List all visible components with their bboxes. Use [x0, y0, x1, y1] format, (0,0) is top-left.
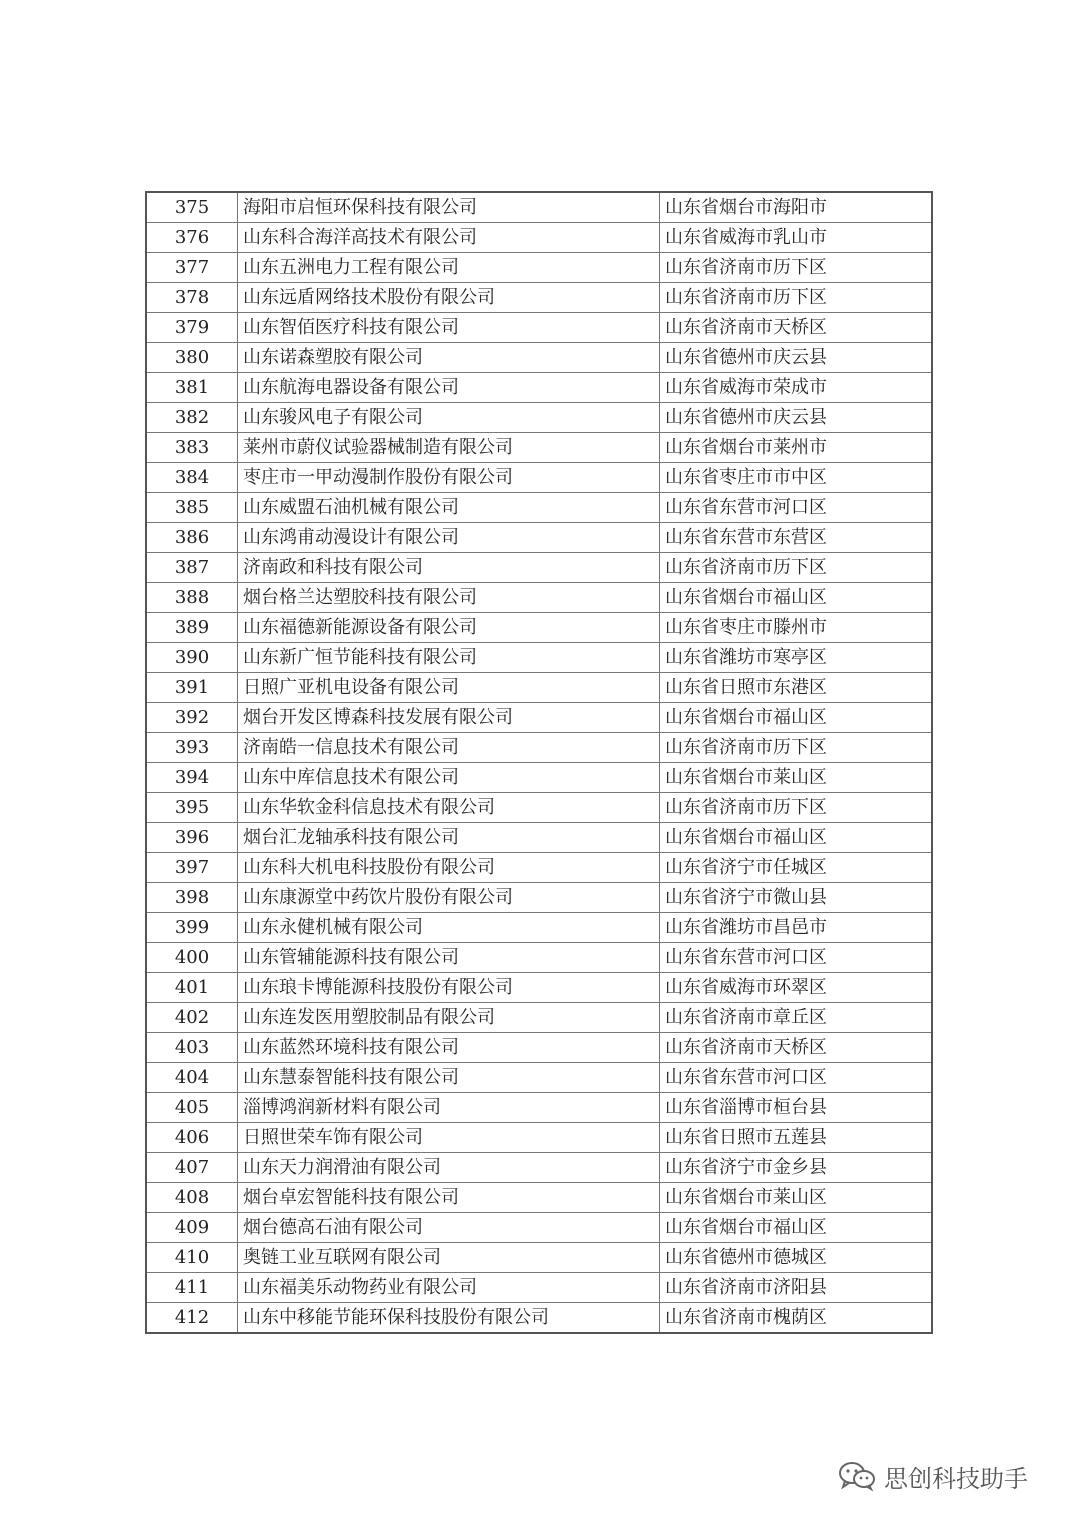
company-location: 山东省烟台市福山区: [660, 1213, 933, 1243]
table-row: [146, 823, 932, 853]
row-number: 398: [146, 883, 238, 913]
table-row: [146, 223, 932, 253]
row-number: 412: [146, 1303, 238, 1334]
row-number: 383: [146, 433, 238, 463]
company-location: 山东省济南市历下区: [660, 553, 933, 583]
row-number: 378: [146, 283, 238, 313]
row-number: 392: [146, 703, 238, 733]
company-location: 山东省枣庄市滕州市: [660, 613, 933, 643]
company-name: 奥链工业互联网有限公司: [238, 1243, 660, 1273]
row-number: 395: [146, 793, 238, 823]
company-location: 山东省济南市济阳县: [660, 1273, 933, 1303]
company-location: 山东省威海市乳山市: [660, 223, 933, 253]
company-name: 枣庄市一甲动漫制作股份有限公司: [238, 463, 660, 493]
table-row: [146, 703, 932, 733]
company-location: 山东省济南市历下区: [660, 793, 933, 823]
company-location: 山东省枣庄市市中区: [660, 463, 933, 493]
company-name: 山东新广恒节能科技有限公司: [238, 643, 660, 673]
table-row: [146, 1213, 932, 1243]
table-row: [146, 1303, 932, 1334]
company-name: 山东福美乐动物药业有限公司: [238, 1273, 660, 1303]
company-location: 山东省济南市历下区: [660, 253, 933, 283]
row-number: 401: [146, 973, 238, 1003]
company-location: 山东省日照市五莲县: [660, 1123, 933, 1153]
table-row: [146, 943, 932, 973]
table-row: [146, 1153, 932, 1183]
company-name: 山东琅卡博能源科技股份有限公司: [238, 973, 660, 1003]
table-row: [146, 493, 932, 523]
company-location: 山东省德州市德城区: [660, 1243, 933, 1273]
company-name: 山东永健机械有限公司: [238, 913, 660, 943]
company-name: 日照世荣车饰有限公司: [238, 1123, 660, 1153]
company-name: 山东管辅能源科技有限公司: [238, 943, 660, 973]
company-name: 山东福德新能源设备有限公司: [238, 613, 660, 643]
row-number: 408: [146, 1183, 238, 1213]
table-row: [146, 583, 932, 613]
company-location: 山东省烟台市福山区: [660, 823, 933, 853]
company-name: 山东航海电器设备有限公司: [238, 373, 660, 403]
company-name: 山东中库信息技术有限公司: [238, 763, 660, 793]
company-name: 山东鸿甫动漫设计有限公司: [238, 523, 660, 553]
company-location: 山东省烟台市莱山区: [660, 1183, 933, 1213]
row-number: 391: [146, 673, 238, 703]
table-row: [146, 643, 932, 673]
company-name: 烟台格兰达塑胶科技有限公司: [238, 583, 660, 613]
company-location: 山东省济南市天桥区: [660, 313, 933, 343]
company-location: 山东省烟台市莱山区: [660, 763, 933, 793]
company-location: 山东省威海市荣成市: [660, 373, 933, 403]
company-location: 山东省济南市历下区: [660, 283, 933, 313]
row-number: 406: [146, 1123, 238, 1153]
company-name: 烟台开发区博森科技发展有限公司: [238, 703, 660, 733]
company-location: 山东省潍坊市昌邑市: [660, 913, 933, 943]
company-location: 山东省东营市河口区: [660, 1063, 933, 1093]
company-location: 山东省淄博市桓台县: [660, 1093, 933, 1123]
row-number: 386: [146, 523, 238, 553]
table-row: [146, 1243, 932, 1273]
company-name: 山东科合海洋高技术有限公司: [238, 223, 660, 253]
company-name: 烟台汇龙轴承科技有限公司: [238, 823, 660, 853]
company-location: 山东省济宁市微山县: [660, 883, 933, 913]
company-name: 济南皓一信息技术有限公司: [238, 733, 660, 763]
company-name: 山东中移能节能环保科技股份有限公司: [238, 1303, 660, 1334]
company-location: 山东省德州市庆云县: [660, 343, 933, 373]
row-number: 405: [146, 1093, 238, 1123]
row-number: 407: [146, 1153, 238, 1183]
row-number: 380: [146, 343, 238, 373]
row-number: 388: [146, 583, 238, 613]
table-row: [146, 1063, 932, 1093]
company-name: 山东五洲电力工程有限公司: [238, 253, 660, 283]
company-location: 山东省潍坊市寒亭区: [660, 643, 933, 673]
table-row: [146, 673, 932, 703]
row-number: 394: [146, 763, 238, 793]
company-name: 山东华软金科信息技术有限公司: [238, 793, 660, 823]
watermark: [838, 1456, 1028, 1496]
table-row: [146, 283, 932, 313]
table-row: [146, 403, 932, 433]
watermark-text: 思创科技助手: [884, 1464, 1028, 1493]
company-name: 莱州市蔚仪试验器械制造有限公司: [238, 433, 660, 463]
table-row: [146, 313, 932, 343]
row-number: 403: [146, 1033, 238, 1063]
company-location: 山东省日照市东港区: [660, 673, 933, 703]
company-name: 烟台卓宏智能科技有限公司: [238, 1183, 660, 1213]
table-row: [146, 1033, 932, 1063]
table-row: [146, 433, 932, 463]
company-name: 山东慧泰智能科技有限公司: [238, 1063, 660, 1093]
table-row: [146, 763, 932, 793]
company-name: 山东蓝然环境科技有限公司: [238, 1033, 660, 1063]
company-location: 山东省烟台市福山区: [660, 583, 933, 613]
table-row: [146, 192, 932, 223]
row-number: 375: [146, 192, 238, 223]
row-number: 400: [146, 943, 238, 973]
row-number: 410: [146, 1243, 238, 1273]
row-number: 390: [146, 643, 238, 673]
company-name: 济南政和科技有限公司: [238, 553, 660, 583]
company-location: 山东省东营市河口区: [660, 943, 933, 973]
table-row: [146, 343, 932, 373]
company-location: 山东省烟台市福山区: [660, 703, 933, 733]
row-number: 397: [146, 853, 238, 883]
company-name: 山东科大机电科技股份有限公司: [238, 853, 660, 883]
row-number: 411: [146, 1273, 238, 1303]
row-number: 377: [146, 253, 238, 283]
row-number: 389: [146, 613, 238, 643]
company-location: 山东省济南市章丘区: [660, 1003, 933, 1033]
row-number: 409: [146, 1213, 238, 1243]
table-row: [146, 793, 932, 823]
table-row: [146, 913, 932, 943]
row-number: 382: [146, 403, 238, 433]
company-location: 山东省德州市庆云县: [660, 403, 933, 433]
table-row: [146, 733, 932, 763]
table-row: [146, 1183, 932, 1213]
company-name: 山东威盟石油机械有限公司: [238, 493, 660, 523]
table-row: [146, 1093, 932, 1123]
row-number: 376: [146, 223, 238, 253]
company-name: 烟台德高石油有限公司: [238, 1213, 660, 1243]
company-location: 山东省东营市河口区: [660, 493, 933, 523]
row-number: 396: [146, 823, 238, 853]
table-row: [146, 1123, 932, 1153]
table-row: [146, 883, 932, 913]
company-location: 山东省济南市槐荫区: [660, 1303, 933, 1334]
company-name: 山东康源堂中药饮片股份有限公司: [238, 883, 660, 913]
company-location: 山东省烟台市海阳市: [660, 192, 933, 223]
company-location: 山东省东营市东营区: [660, 523, 933, 553]
table-row: [146, 373, 932, 403]
table-row: [146, 1273, 932, 1303]
table-row: [146, 523, 932, 553]
table-row: [146, 613, 932, 643]
table-row: [146, 463, 932, 493]
company-name: 山东天力润滑油有限公司: [238, 1153, 660, 1183]
table-row: [146, 1003, 932, 1033]
company-name: 山东骏风电子有限公司: [238, 403, 660, 433]
company-location: 山东省威海市环翠区: [660, 973, 933, 1003]
row-number: 387: [146, 553, 238, 583]
table-row: [146, 853, 932, 883]
table-row: [146, 973, 932, 1003]
row-number: 393: [146, 733, 238, 763]
company-name: 山东智佰医疗科技有限公司: [238, 313, 660, 343]
row-number: 404: [146, 1063, 238, 1093]
wechat-icon: [838, 1461, 876, 1491]
company-name: 日照广亚机电设备有限公司: [238, 673, 660, 703]
company-location: 山东省烟台市莱州市: [660, 433, 933, 463]
company-name: 海阳市启恒环保科技有限公司: [238, 192, 660, 223]
company-location: 山东省济宁市金乡县: [660, 1153, 933, 1183]
table-row: [146, 553, 932, 583]
company-name: 山东远盾网络技术股份有限公司: [238, 283, 660, 313]
company-name: 淄博鸿润新材料有限公司: [238, 1093, 660, 1123]
row-number: 399: [146, 913, 238, 943]
row-number: 384: [146, 463, 238, 493]
company-location: 山东省济南市天桥区: [660, 1033, 933, 1063]
company-name: 山东诺森塑胶有限公司: [238, 343, 660, 373]
company-location: 山东省济南市历下区: [660, 733, 933, 763]
row-number: 379: [146, 313, 238, 343]
row-number: 402: [146, 1003, 238, 1033]
company-list-table: [145, 191, 933, 1334]
table-row: [146, 253, 932, 283]
row-number: 381: [146, 373, 238, 403]
company-name: 山东连发医用塑胶制品有限公司: [238, 1003, 660, 1033]
company-location: 山东省济宁市任城区: [660, 853, 933, 883]
row-number: 385: [146, 493, 238, 523]
table-body: [146, 192, 932, 1333]
